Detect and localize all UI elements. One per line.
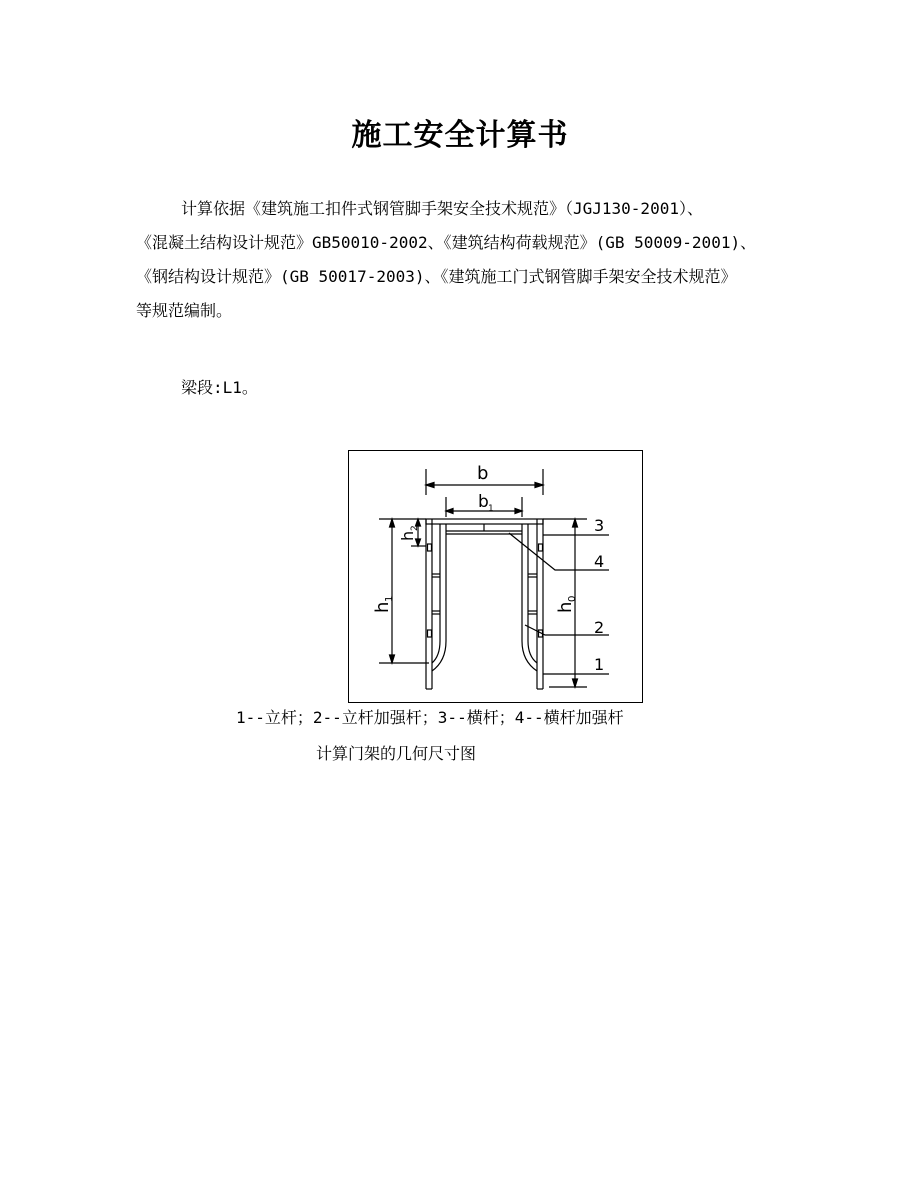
label-h1-sub: 1 bbox=[384, 595, 395, 602]
arrow-head bbox=[446, 509, 453, 514]
document-title: 施工安全计算书 bbox=[351, 118, 569, 153]
arrow-head bbox=[535, 483, 543, 488]
label-h0: h bbox=[555, 601, 576, 613]
arrow-head bbox=[515, 509, 522, 514]
label-h0-sub: 0 bbox=[567, 595, 578, 602]
label-b1: b bbox=[478, 492, 489, 512]
intro-line: 《混凝土结构设计规范》GB50010-2002、《建筑结构荷载规范》(GB 50009-2001)、 bbox=[136, 233, 757, 252]
intro-line: 计算依据《建筑施工扣件式钢管脚手架安全技术规范》（JGJ130-2001）、 bbox=[181, 199, 703, 218]
label-4: 4 bbox=[594, 552, 605, 571]
beam-segment-label: 梁段:L1。 bbox=[181, 378, 258, 397]
right-reinforcing-inner bbox=[528, 524, 537, 663]
door-frame-figure bbox=[348, 450, 643, 703]
label-1: 1 bbox=[594, 655, 605, 674]
label-b: b bbox=[477, 463, 489, 484]
label-2: 2 bbox=[594, 618, 605, 637]
figure-caption: 计算门架的几何尺寸图 bbox=[316, 744, 477, 763]
door-frame-diagram bbox=[349, 451, 641, 701]
intro-line: 等规范编制。 bbox=[136, 301, 233, 320]
figure-legend: 1--立杆；2--立杆加强杆；3--横杆；4--横杆加强杆 bbox=[236, 708, 624, 727]
label-h1: h bbox=[372, 601, 393, 613]
right-reinforcing-outer bbox=[522, 524, 537, 671]
label-h2-sub: 2 bbox=[410, 525, 420, 531]
label-h2: h bbox=[398, 530, 417, 541]
left-reinforcing-inner bbox=[432, 524, 440, 663]
top-crossbar bbox=[426, 519, 543, 524]
label-b1-sub: 1 bbox=[488, 504, 494, 514]
label-3: 3 bbox=[594, 516, 605, 535]
intro-paragraph bbox=[136, 192, 791, 328]
arrow-head bbox=[426, 483, 434, 488]
intro-line: 《钢结构设计规范》(GB 50017-2003)、《建筑施工门式钢管脚手架安全技术规范》 bbox=[136, 267, 737, 286]
